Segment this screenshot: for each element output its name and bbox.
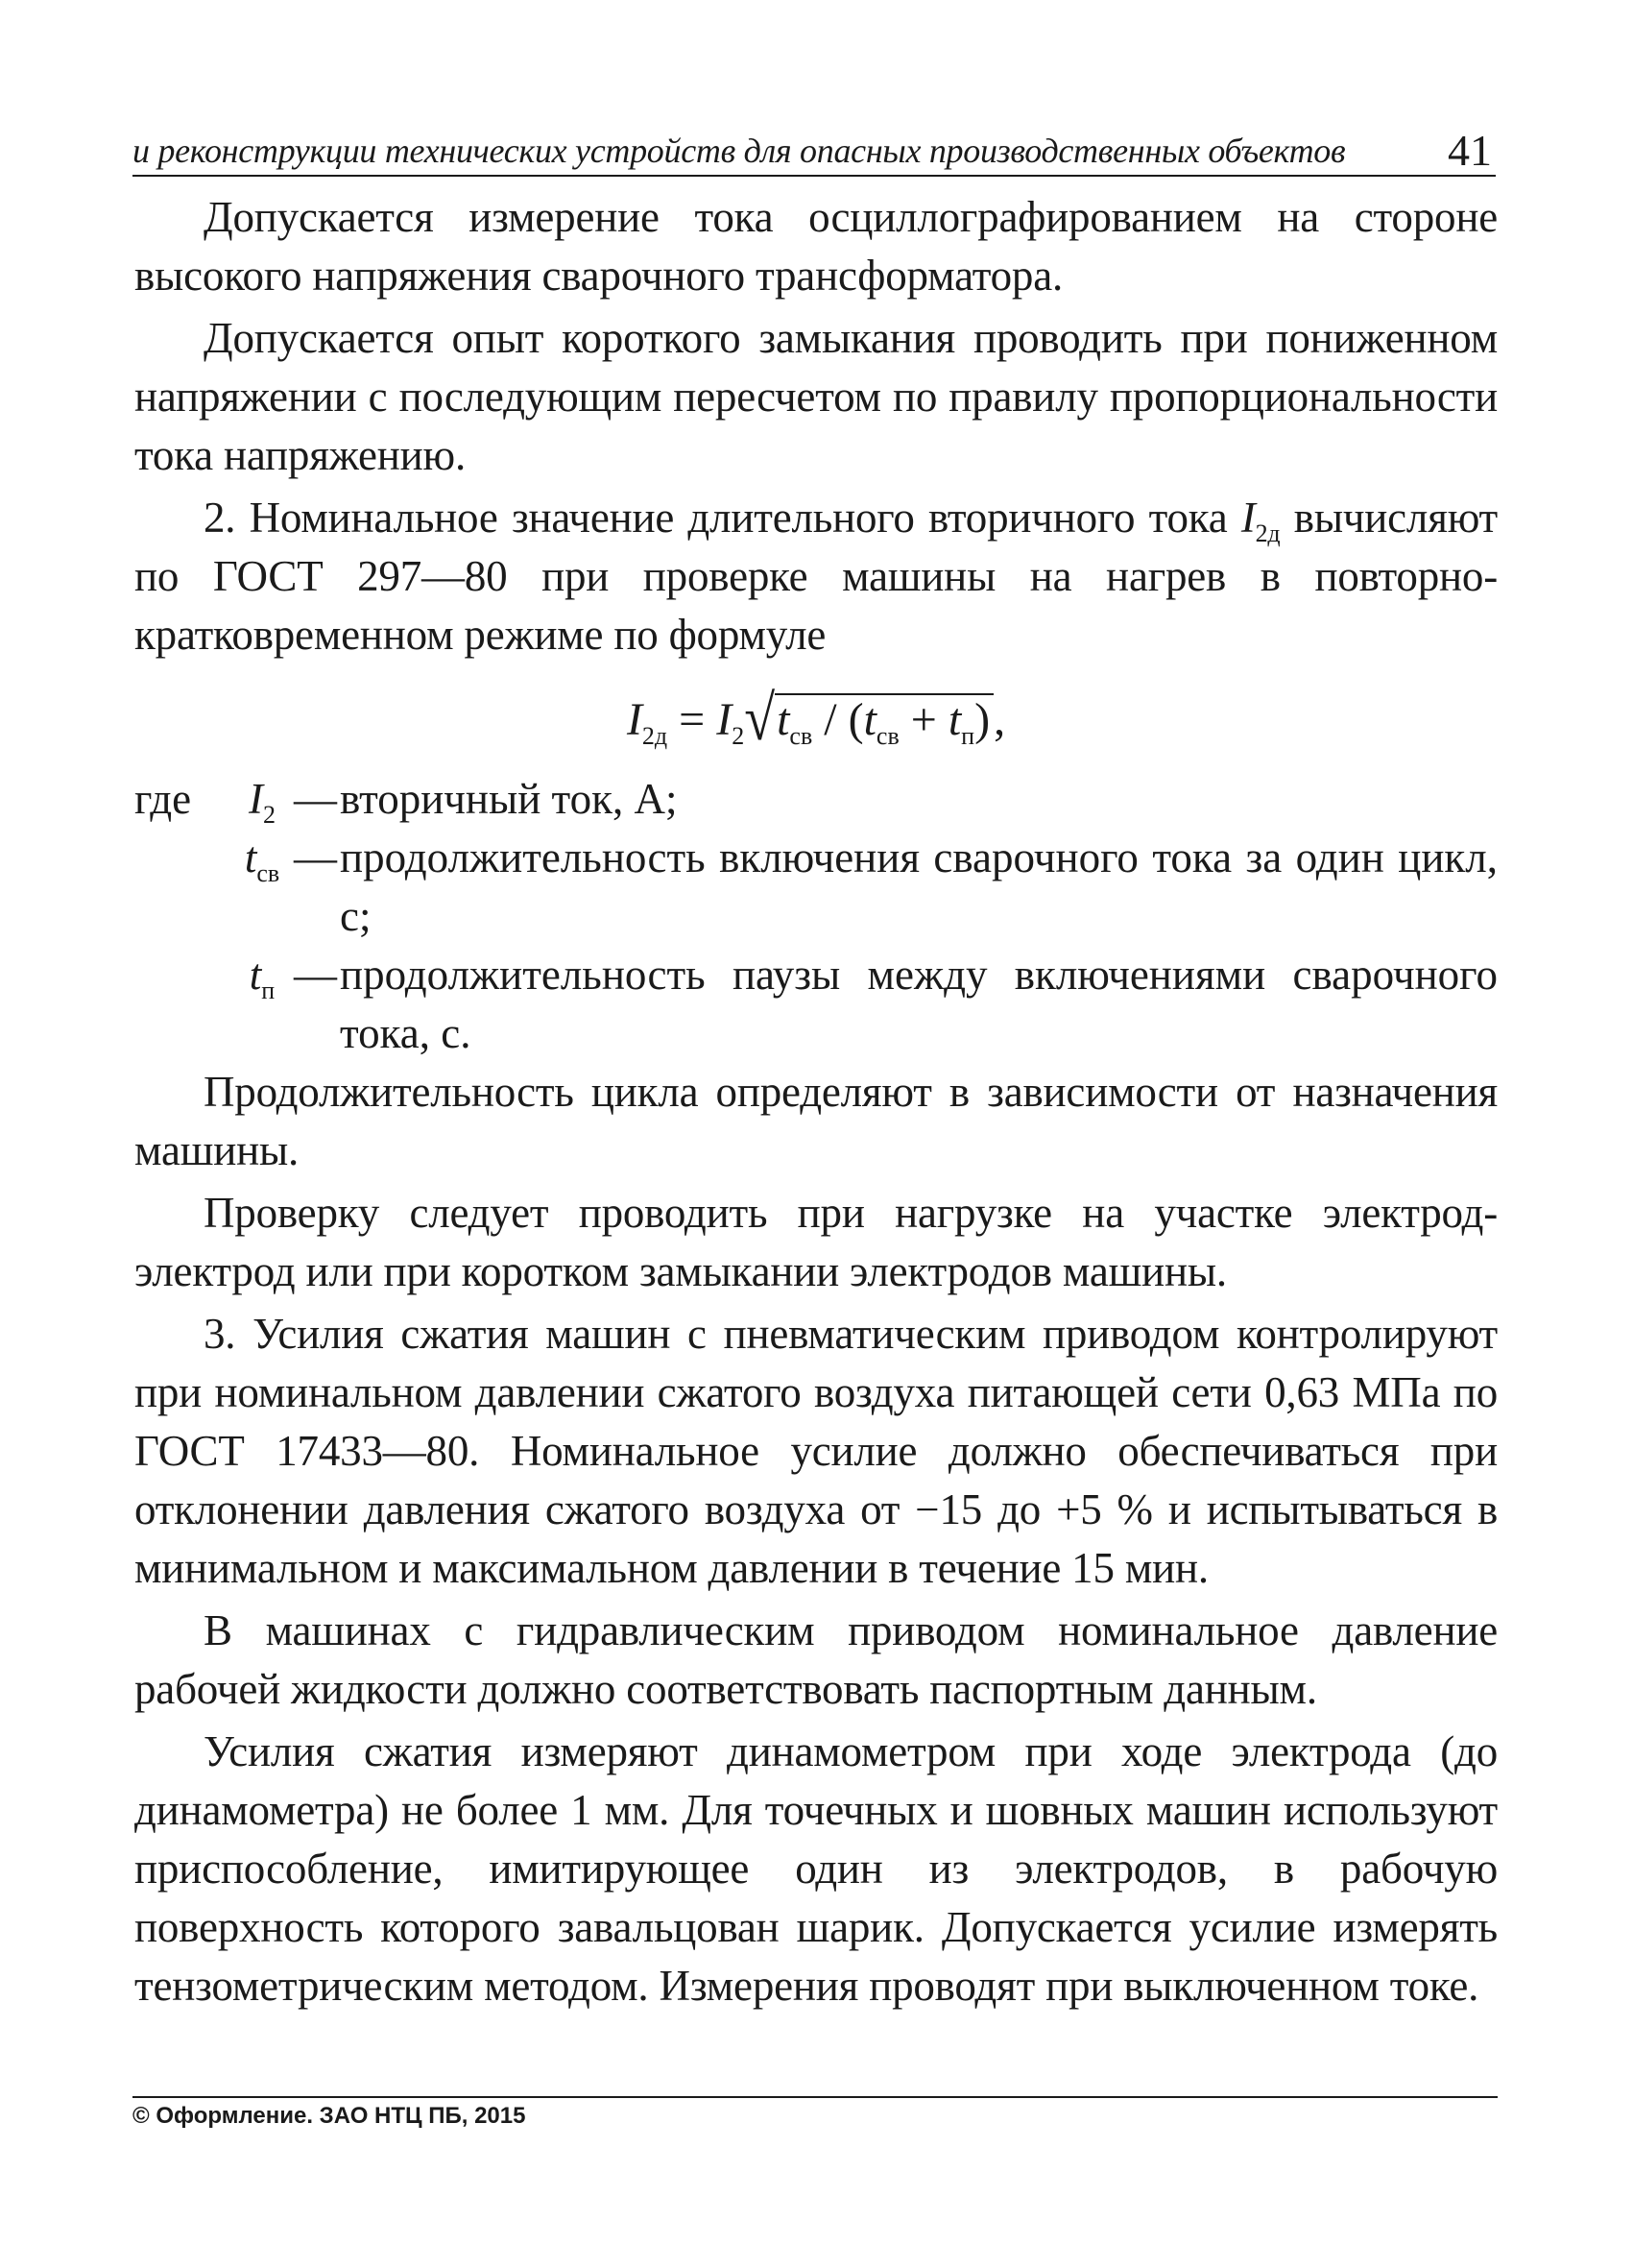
paragraph-3	[134, 489, 1498, 664]
definition-item	[134, 770, 1498, 829]
definitions-list	[134, 770, 1498, 1063]
paragraph-1: Допускается измерение тока осциллографированием на стороне высокого напряжения сварочного трансформатора.	[134, 193, 1498, 300]
formula-t3-sub: п	[961, 722, 975, 750]
paragraph-3-start: 2. Номинальное значение длительного вторичного тока	[204, 494, 1228, 542]
formula-lhs-sub: 2д	[641, 722, 668, 750]
formula-t1-sub: св	[789, 722, 813, 750]
definition-item	[134, 829, 1498, 946]
running-title: и реконструкции технических устройств для опасных производственных объектов	[132, 132, 1346, 170]
formula-t2-sub: св	[876, 722, 900, 750]
radical-sign: √	[744, 682, 776, 754]
formula-tail: ,	[994, 694, 1006, 745]
definition-text: продолжительность включения сварочного тока за один цикл, с;	[340, 833, 1498, 940]
formula-t1: t	[777, 694, 790, 745]
formula-eq: =	[679, 694, 706, 745]
definition-text: вторичный ток, А;	[340, 775, 678, 823]
formula-plus: +	[910, 694, 937, 745]
current-symbol: I	[1240, 494, 1256, 542]
paragraph-4: Продолжительность цикла определяют в зависимости от назначения машины.	[134, 1068, 1498, 1174]
paragraph-3-end: вычисляют по ГОСТ 297—80 при проверке машины на нагрев в повторно-кратковременном режиме по формуле	[134, 494, 1498, 659]
definition-symbol: $t_п$	[249, 951, 276, 1004]
page-number: 41	[1448, 126, 1492, 175]
footer-copyright: © Оформление. ЗАО НТЦ ПБ, 2015	[132, 2103, 526, 2129]
formula	[134, 670, 1498, 766]
definition-text: продолжительность паузы между включениями сварочного тока, с.	[340, 951, 1498, 1057]
current-subscript: 2д	[1255, 519, 1281, 547]
paragraph-7: В машинах с гидравлическим приводом номинальное давление рабочей жидкости должно соответствовать паспортным данным.	[134, 1606, 1498, 1713]
formula-i2: I	[716, 694, 732, 745]
definition-item	[134, 946, 1498, 1063]
page-body	[134, 188, 1498, 2015]
paragraph-6: 3. Усилия сжатия машин с пневматическим приводом контролируют при номинальном давлении сжатого воздуха питающей сети 0,63 МПа по ГОСТ 17433—80. Номинальное усилие должно обеспечиваться при отклонении давления сжатого воздуха от −15 до +5 % и испытываться в минимальном и максимальном давлении в течение 15 мин.	[134, 1310, 1498, 1592]
where-label: где	[134, 775, 192, 823]
paragraph-5: Проверку следует проводить при нагрузке на участке электрод-электрод или при коротком замыкании электродов машины.	[134, 1189, 1498, 1295]
footer-divider	[132, 2096, 1498, 2098]
formula-t3: t	[948, 694, 962, 745]
paragraph-2: Допускается опыт короткого замыкания проводить при пониженном напряжении с последующим пересчетом по правилу пропорциональности тока напряжению.	[134, 314, 1498, 479]
formula-i2-sub: 2	[732, 722, 745, 750]
definition-dash: —	[294, 775, 337, 823]
formula-t2: t	[863, 694, 877, 745]
definition-symbol: $t_{св}$	[244, 833, 280, 887]
definition-dash: —	[294, 951, 337, 999]
paragraph-8: Усилия сжатия измеряют динамометром при ходе электрода (до динамометра) не более 1 мм. Для точечных и шовных машин используют приспособление, имитирующее один из электродов, в рабочую поверхность которого завальцован шарик. Допускается усилие измерять тензометрическим методом. Измерения проводят при выключенном токе.	[134, 1727, 1498, 2010]
definition-symbol: $I_2$	[249, 775, 276, 829]
page-header	[132, 123, 1496, 177]
definition-dash: —	[294, 833, 337, 881]
formula-lhs: I	[626, 694, 642, 745]
formula-radicand: $t_{св} / (t_{св} + t_п)$	[775, 693, 994, 745]
